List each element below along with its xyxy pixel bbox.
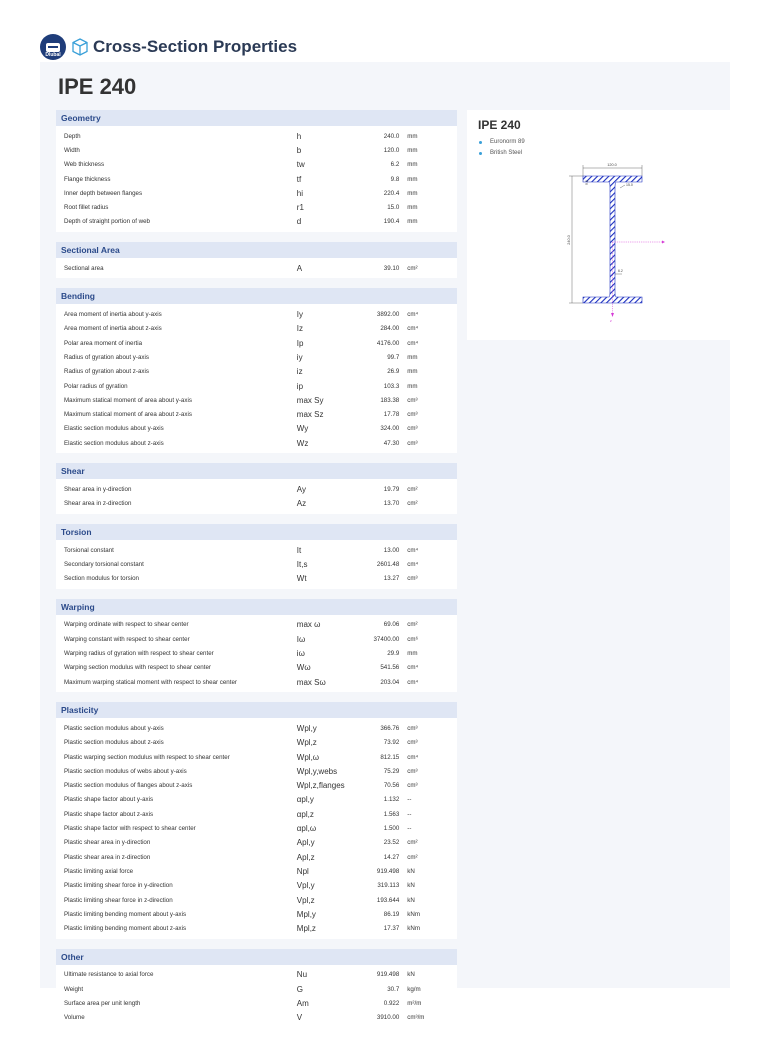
cell-unit: kg/m [407,985,421,993]
table-row [56,632,457,646]
table-row [56,921,457,935]
web-dim-label: 6.2 [618,269,623,273]
cell-unit: cm³ [407,782,418,790]
logo-text: Dlubal [45,52,61,58]
cell-unit: kN [407,896,415,904]
cell-unit: cm³ [407,439,418,447]
cell-desc: Radius of gyration about y-axis [64,353,149,361]
cell-unit: cm² [407,621,418,629]
table-row [56,661,457,675]
table-row [56,543,457,557]
cell-sym: Mpl,z [296,924,316,934]
section-warping [56,599,457,692]
cell-val: 193.644 [376,896,400,904]
cell-desc: Shear area in y-direction [64,485,132,493]
cell-val: 120.0 [383,146,400,154]
cell-unit: cm⁴ [407,311,419,319]
cell-val: 17.78 [383,411,400,419]
bullet-icon [479,152,482,155]
cell-val: 13.00 [383,546,400,554]
standard-item [479,148,525,159]
cell-desc: Warping constant with respect to shear center [64,635,190,643]
cell-desc: Plastic section modulus of flanges about z-axis [64,782,193,790]
table-row [56,736,457,750]
cell-sym: Vpl,y [296,881,315,891]
cell-sym: It [296,545,302,555]
section-geometry [56,110,457,232]
page-title: Cross-Section Properties [93,37,298,56]
standard-label: Euronorm 89 [490,139,525,145]
cell-unit: kN [407,882,415,890]
table-row [56,850,457,864]
table-row [56,129,457,143]
cell-sym: Iy [296,310,304,320]
cell-val: 0.922 [383,1000,400,1007]
table-row [56,261,457,275]
cell-sym: Wt [296,574,307,584]
table-row [56,821,457,835]
cell-sym: It,s [296,559,308,569]
cell-unit: cm² [407,485,418,493]
cell-sym: αpl,y [296,795,314,805]
cell-sym: Wpl,y,webs [296,766,338,776]
cell-unit: cm³ [407,425,418,433]
cell-desc: Area moment of inertia about y-axis [64,311,162,319]
cell-unit: cm² [407,853,418,861]
cell-val: 9.8 [390,175,400,183]
cell-val: 69.06 [383,621,400,629]
cell-desc: Plastic limiting bending moment about z-axis [64,925,187,933]
cell-unit: kN [407,971,415,979]
section-bending [56,288,457,453]
table-row [56,793,457,807]
cell-val: 6.2 [390,161,400,169]
height-dim-label: 240.0 [567,235,571,245]
cell-desc: Area moment of inertia about z-axis [64,325,162,333]
cell-desc: Plastic warping section modulus with respect to shear center [64,753,230,761]
flange-dim-label: 9.8 [585,180,589,185]
cell-sym: A [296,263,303,273]
cell-val: 19.79 [383,485,400,493]
cell-desc: Elastic section modulus about y-axis [64,425,164,433]
cell-sym: Wpl,y [296,723,317,733]
table-row [56,215,457,229]
app-header [40,32,297,62]
cell-val: 75.29 [383,767,400,775]
section-drawing [564,158,674,333]
y-axis-arrow-icon [662,241,665,244]
cell-unit: cm⁴ [407,664,419,672]
cell-desc: Elastic section modulus about z-axis [64,439,164,447]
cell-unit: cm³ [407,575,418,583]
cell-desc: Plastic limiting shear force in z-direction [64,896,173,904]
cell-val: 13.70 [383,500,400,508]
cell-val: 26.9 [387,368,400,376]
cell-sym: ip [296,381,304,391]
cell-val: 240.0 [383,132,400,140]
cell-desc: Radius of gyration about z-axis [64,368,149,376]
standard-label: British Steel [490,150,523,156]
properties-tables [56,110,457,1038]
table-row [56,996,457,1010]
cell-val: 324.00 [380,425,400,433]
preview-title: IPE 240 [478,118,521,132]
cell-desc: Plastic shape factor about y-axis [64,796,154,804]
cell-val: 2601.48 [376,560,400,568]
cell-unit: mm [407,204,418,212]
cell-val: 919.498 [376,867,400,875]
cell-sym: Wpl,ω [296,752,320,762]
cell-unit: mm [407,368,418,376]
table-row [56,893,457,907]
cell-desc: Maximum warping statical moment with respect to shear center [64,678,237,686]
cell-sym: iy [296,352,303,362]
svg-text:z: z [610,319,612,323]
cell-sym: Mpl,y [296,909,316,919]
cell-unit: cm³ [407,411,418,419]
table-row [56,1011,457,1025]
cell-desc: Torsional constant [64,546,114,554]
section-other [56,949,457,1028]
cell-sym: Wy [296,424,309,434]
cell-unit: mm [407,650,418,658]
section-shear [56,463,457,514]
table-row [56,807,457,821]
cell-desc: Plastic limiting axial force [64,867,134,875]
cell-desc: Plastic shape factor about z-axis [64,810,154,818]
section-header: Bending [56,288,457,304]
cell-unit: -- [407,796,412,804]
cell-unit: cm³ [407,724,418,732]
cell-sym: V [296,1013,303,1023]
cell-sym: tf [296,174,302,184]
section-header: Geometry [56,110,457,126]
cell-sym: Iω [296,634,306,644]
cell-desc: Maximum statical moment of area about z-axis [64,411,192,419]
section-preview-card [467,110,730,340]
table-row [56,436,457,450]
cell-unit: cm³/m [407,1014,425,1022]
cell-desc: Web thickness [64,161,105,169]
cell-desc: Plastic section modulus about z-axis [64,739,164,747]
cell-unit: cm⁴ [407,753,419,761]
cell-val: 812.15 [380,753,400,761]
cell-unit: cm³ [407,739,418,747]
cell-desc: Secondary torsional constant [64,560,144,568]
cell-sym: Apl,z [296,852,315,862]
cell-val: 47.30 [383,439,400,447]
cell-desc: Polar area moment of inertia [64,339,143,347]
table-row [56,907,457,921]
section-header: Plasticity [56,702,457,718]
cell-unit: cm³ [407,767,418,775]
table-row [56,322,457,336]
cell-sym: d [296,217,302,227]
cell-desc: Width [64,146,80,154]
cell-unit: cm² [407,839,418,847]
z-axis-arrow-icon [611,313,614,317]
cell-val: 1.563 [383,810,400,818]
section-header: Sectional Area [56,242,457,258]
cell-val: 15.0 [387,204,400,212]
cell-val: 17.37 [383,925,400,933]
cell-val: 1.132 [383,796,400,804]
table-row [56,336,457,350]
cell-desc: Inner depth between flanges [64,189,143,197]
cell-desc: Shear area in z-direction [64,500,132,508]
cell-sym: Am [296,999,309,1008]
cell-val: 13.27 [383,575,400,583]
section-header: Torsion [56,524,457,540]
cell-sym: iω [296,649,305,659]
table-row [56,482,457,496]
cell-sym: Vpl,z [296,895,315,905]
cell-sym: Apl,y [296,838,315,848]
cell-sym: Wz [296,438,309,448]
cell-sym: αpl,ω [296,824,317,834]
cell-val: 190.4 [383,218,400,226]
cell-sym: r1 [296,203,304,213]
table-row [56,186,457,200]
table-row [56,864,457,878]
table-row [56,307,457,321]
cell-unit: cm³ [407,396,418,404]
table-row [56,646,457,660]
cell-sym: Az [296,499,307,509]
cell-desc: Warping section modulus with respect to shear center [64,664,211,672]
table-row [56,750,457,764]
table-row [56,143,457,157]
cell-val: 203.04 [380,678,400,686]
cell-sym: Nu [296,970,308,980]
cell-sym: G [296,984,304,994]
cell-sym: Ay [296,484,306,494]
cell-val: 284.00 [380,325,400,333]
cell-val: 23.52 [383,839,400,847]
cell-val: 541.56 [380,664,400,672]
section-sectional-area [56,242,457,278]
cell-unit: mm [407,189,418,197]
cell-unit: cm² [407,500,418,508]
table-row [56,572,457,586]
cell-unit: mm [407,353,418,361]
cell-desc: Surface area per unit length [64,1000,141,1007]
width-dim-label: 120.0 [607,163,617,167]
cell-desc: Plastic section modulus of webs about y-axis [64,767,187,775]
section-header: Other [56,949,457,965]
table-row [56,365,457,379]
cell-unit: kNm [407,910,420,918]
cell-sym: Ip [296,338,304,348]
cell-unit: mm [407,382,418,390]
cell-val: 73.92 [383,739,400,747]
cell-val: 103.3 [383,382,400,390]
table-row [56,200,457,214]
table-row [56,764,457,778]
cell-val: 3910.00 [376,1014,400,1022]
cell-desc: Plastic section modulus about y-axis [64,724,164,732]
cell-sym: max Sz [296,410,324,420]
section-header: Warping [56,599,457,615]
cell-val: 14.27 [383,853,400,861]
cell-val: 919.498 [376,971,400,979]
cell-desc: Flange thickness [64,175,111,183]
cell-unit: mm [407,146,418,154]
table-row [56,618,457,632]
table-row [56,379,457,393]
cell-sym: h [296,131,302,141]
cell-val: 29.9 [387,650,400,658]
cube-icon [72,38,88,56]
fillet-dim-label: 15.0 [626,183,633,187]
cell-unit: m²/m [407,1000,422,1007]
table-row [56,172,457,186]
cell-sym: tw [296,160,305,170]
cell-sym: hi [296,188,304,198]
cell-unit: cm² [407,264,418,272]
cell-sym: max ω [296,620,321,630]
cell-desc: Polar radius of gyration [64,382,128,390]
cell-unit: mm [407,175,418,183]
cell-desc: Warping radius of gyration with respect to shear center [64,650,214,658]
cell-unit: cm⁴ [407,560,419,568]
cell-val: 86.19 [383,910,400,918]
cell-sym: Wω [296,663,311,673]
table-row [56,675,457,689]
cell-unit: -- [407,825,412,833]
cell-unit: cm⁴ [407,325,419,333]
cell-sym: αpl,z [296,809,314,819]
cell-sym: b [296,145,302,155]
cell-desc: Plastic shape factor with respect to shear center [64,825,196,833]
table-row [56,497,457,511]
bullet-icon [479,141,482,144]
cell-val: 1.500 [383,825,400,833]
cell-unit: kN [407,867,415,875]
section-header: Shear [56,463,457,479]
cell-val: 366.76 [380,724,400,732]
section-plasticity [56,702,457,938]
table-row [56,158,457,172]
cell-sym: iz [296,367,303,377]
standard-item [479,137,525,148]
dlubal-logo [40,34,66,60]
cell-unit: mm [407,132,418,140]
table-row [56,557,457,571]
cell-desc: Depth [64,132,81,140]
cell-val: 183.38 [380,396,400,404]
cell-unit: cm⁶ [407,635,419,643]
cell-val: 70.56 [383,782,400,790]
table-row [56,879,457,893]
cell-desc: Weight [64,985,84,993]
cell-val: 37400.00 [373,635,400,643]
cell-unit: cm⁴ [407,546,419,554]
cell-unit: mm [407,161,418,169]
cell-desc: Section modulus for torsion [64,575,139,583]
table-row [56,721,457,735]
cell-sym: max Sω [296,677,326,687]
cell-desc: Root fillet radius [64,204,109,212]
cell-sym: max Sy [296,395,324,405]
cell-val: 3892.00 [376,311,400,319]
cell-unit: cm⁴ [407,678,419,686]
cell-sym: Iz [296,324,304,334]
cell-unit: mm [407,218,418,226]
table-row [56,393,457,407]
cell-unit: kNm [407,925,420,933]
cell-sym: Npl [296,866,309,876]
cell-sym: Wpl,z,flanges [296,781,345,791]
cell-desc: Maximum statical moment of area about y-axis [64,396,192,404]
table-row [56,350,457,364]
table-row [56,422,457,436]
cell-desc: Depth of straight portion of web [64,218,150,226]
cell-desc: Plastic shear area in y-direction [64,839,151,847]
cell-desc: Plastic limiting bending moment about y-axis [64,910,187,918]
standards-list [479,137,525,159]
cell-desc: Warping ordinate with respect to shear center [64,621,189,629]
cell-unit: -- [407,810,412,818]
table-row [56,779,457,793]
cell-desc: Plastic shear area in z-direction [64,853,151,861]
cell-val: 220.4 [383,189,400,197]
cell-val: 319.113 [377,882,400,890]
cell-val: 99.7 [387,353,400,361]
table-row [56,407,457,421]
cell-val: 30.7 [387,985,400,993]
cell-desc: Plastic limiting shear force in y-direction [64,882,173,890]
cell-desc: Ultimate resistance to axial force [64,971,154,979]
table-row [56,982,457,996]
table-row [56,968,457,982]
section-name: IPE 240 [58,74,137,99]
cell-sym: Wpl,z [296,738,317,748]
cell-unit: cm⁴ [407,339,419,347]
cell-val: 4176.00 [376,339,400,347]
cell-val: 39.10 [383,264,400,272]
cell-desc: Volume [64,1014,85,1022]
section-torsion [56,524,457,589]
table-row [56,836,457,850]
cell-desc: Sectional area [64,264,104,272]
